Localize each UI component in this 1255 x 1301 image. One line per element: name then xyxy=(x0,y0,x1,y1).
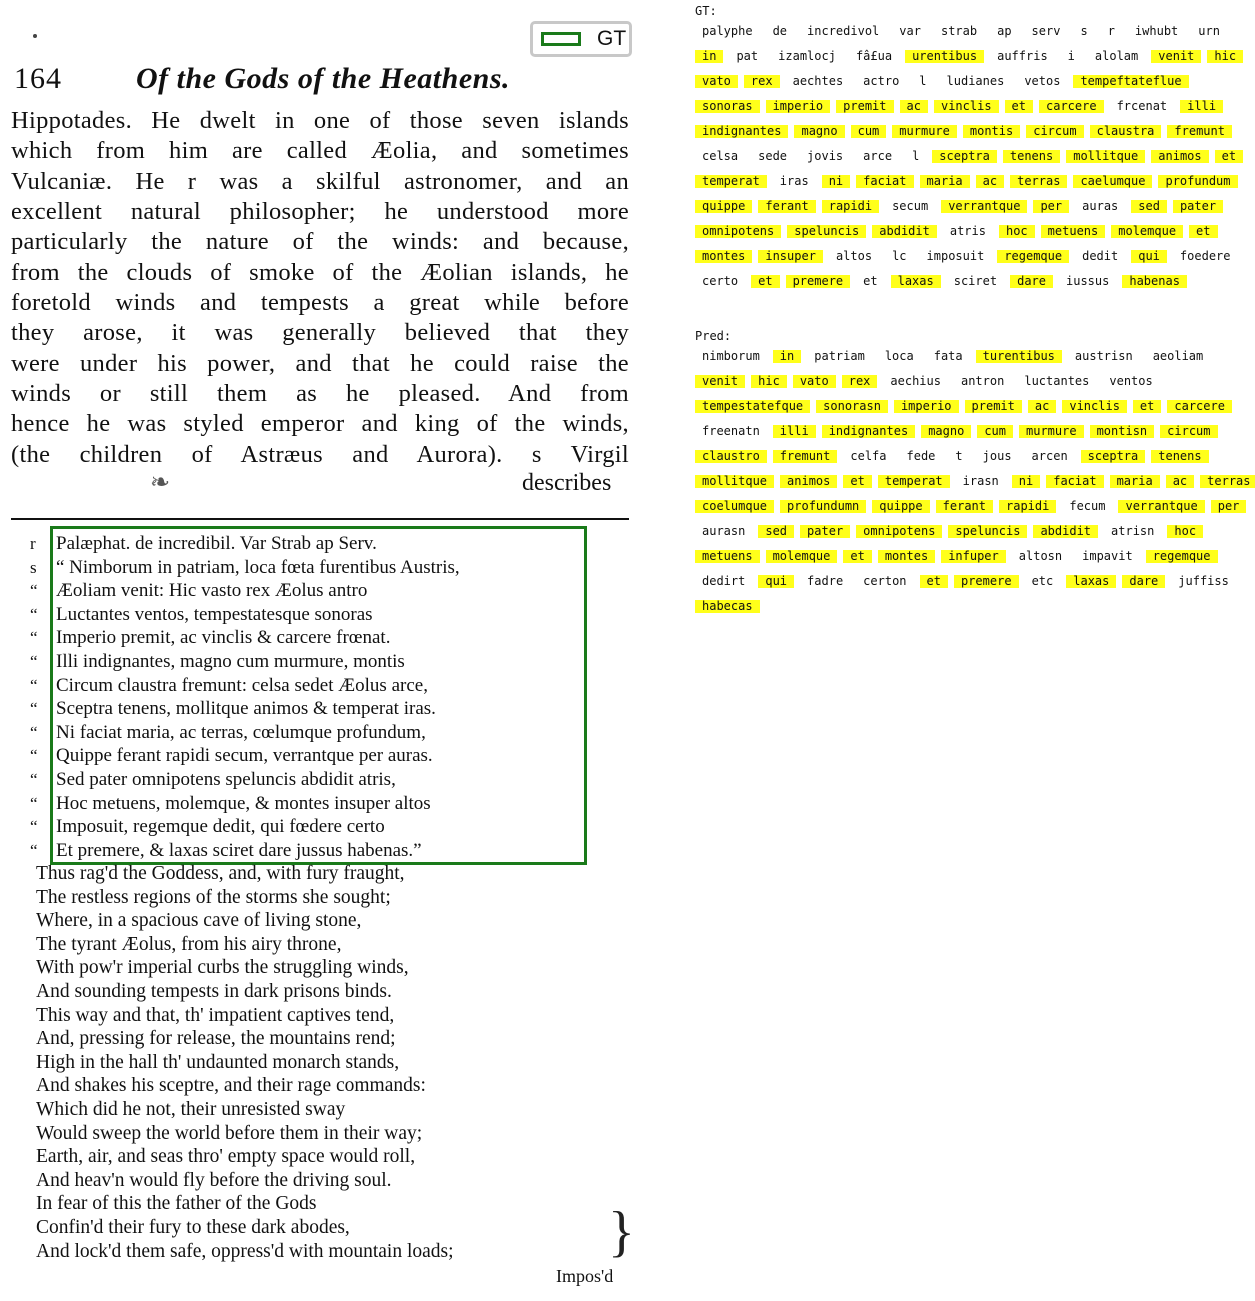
speck-mark xyxy=(33,34,37,38)
matched-token: habenas xyxy=(1122,275,1187,288)
matched-token: tenens xyxy=(1003,150,1060,163)
body-line: hence he was styled emperor and king of the winds, xyxy=(11,410,629,437)
body-line: Vulcaniæ. He r was a skilful astronomer, and an xyxy=(11,168,629,195)
matched-token: ferant xyxy=(936,500,993,513)
matched-token: et xyxy=(1215,150,1243,163)
matched-token: maria xyxy=(920,175,970,188)
matched-token: laxas xyxy=(891,275,941,288)
matched-token: molemque xyxy=(766,550,838,563)
matched-token: verrantque xyxy=(1118,500,1204,513)
footnote-mark: s xyxy=(30,557,37,577)
footnote-text: Sed pater omnipotens speluncis abdidit atris, xyxy=(56,769,396,790)
matched-token: fremunt xyxy=(773,450,838,463)
unmatched-token: i xyxy=(1067,49,1075,63)
legend xyxy=(530,21,632,57)
token-line xyxy=(695,99,1251,124)
footnote-text: Et premere, & laxas sciret dare jussus habenas.” xyxy=(56,839,422,861)
footnote-text: Imposuit, regemque dedit, qui fœdere certo xyxy=(56,816,385,838)
matched-token: claustra xyxy=(1090,125,1162,138)
matched-token: hoc xyxy=(1167,525,1203,538)
footnote-mark: “ xyxy=(30,722,38,742)
matched-token: imperio xyxy=(766,100,831,113)
unmatched-token: fadre xyxy=(807,574,844,588)
unmatched-token: jous xyxy=(982,449,1012,463)
token-line xyxy=(695,224,1251,249)
verse-line: This way and that, th' impatient captives tend, xyxy=(36,1004,395,1026)
token-line xyxy=(695,49,1251,74)
matched-token: ferant xyxy=(758,200,815,213)
token-line xyxy=(695,499,1251,524)
matched-token: dare xyxy=(1010,275,1053,288)
matched-token: pater xyxy=(800,525,850,538)
unmatched-token: atris xyxy=(949,224,986,238)
body-line: they arose, it was generally believed that they xyxy=(11,319,629,346)
token-line xyxy=(695,174,1251,199)
matched-token: et xyxy=(1133,400,1161,413)
verse-line: In fear of this the father of the Gods xyxy=(36,1193,317,1215)
matched-token: faciat xyxy=(1046,475,1103,488)
matched-token: venit xyxy=(695,375,745,388)
footnote-mark: “ xyxy=(30,699,38,719)
matched-token: montis xyxy=(963,125,1020,138)
matched-token: carcere xyxy=(1039,100,1104,113)
body-line: from the clouds of smoke of the Æolian islands, he xyxy=(11,259,629,286)
unmatched-token: ap xyxy=(997,24,1012,38)
unmatched-token: certo xyxy=(702,274,739,288)
unmatched-token: iras xyxy=(779,174,809,188)
matched-token: murmure xyxy=(1019,425,1084,438)
matched-token: regemque xyxy=(1146,550,1218,563)
matched-token: molemque xyxy=(1111,225,1183,238)
unmatched-token: fata xyxy=(933,349,963,363)
matched-token: temperat xyxy=(878,475,950,488)
brace-icon: } xyxy=(608,1201,635,1263)
token-line xyxy=(695,424,1251,449)
matched-token: terras xyxy=(1200,475,1255,488)
unmatched-token: auras xyxy=(1082,199,1119,213)
unmatched-token: dedirt xyxy=(702,574,746,588)
unmatched-token: patriam xyxy=(814,349,865,363)
verse-line: And shakes his sceptre, and their rage commands: xyxy=(36,1075,426,1097)
matched-token: tempestatefque xyxy=(695,400,810,413)
pred-token-list xyxy=(695,349,1251,624)
unmatched-token: frcenat xyxy=(1116,99,1168,113)
footnote-text: Luctantes ventos, tempestatesque sonoras xyxy=(56,603,373,625)
matched-token: coelumque xyxy=(695,500,774,513)
matched-token: insuper xyxy=(758,250,823,263)
matched-token: rex xyxy=(744,75,780,88)
matched-token: speluncis xyxy=(948,525,1027,538)
token-line xyxy=(695,549,1251,574)
unmatched-token: celfa xyxy=(850,449,887,463)
body-line: excellent natural philosopher; he understood more xyxy=(11,198,629,225)
matched-token: regemque xyxy=(997,250,1069,263)
matched-token: illi xyxy=(773,425,816,438)
unmatched-token: fecum xyxy=(1069,499,1106,513)
token-line xyxy=(695,399,1251,424)
matched-token: faciat xyxy=(856,175,913,188)
matched-token: indignantes xyxy=(695,125,788,138)
token-line xyxy=(695,449,1251,474)
footnote-text: Æoliam venit: Hic vasto rex Æolus antro xyxy=(56,580,368,602)
unmatched-token: auffris xyxy=(997,49,1048,63)
matched-token: et xyxy=(843,475,871,488)
token-line xyxy=(695,199,1251,224)
verse-line: Thus rag'd the Goddess, and, with fury fraught, xyxy=(36,863,405,884)
matched-token: premere xyxy=(954,575,1019,588)
matched-token: per xyxy=(1033,200,1069,213)
unmatched-token: irasn xyxy=(962,474,999,488)
footnote-mark: “ xyxy=(30,652,38,671)
unmatched-token: certon xyxy=(863,574,907,588)
matched-token: ac xyxy=(1166,475,1194,488)
token-line xyxy=(695,474,1251,499)
footnote-mark: “ xyxy=(30,581,38,601)
ornament-icon: ❧ xyxy=(150,470,171,496)
matched-token: hoc xyxy=(999,225,1035,238)
footnote-text: Ni faciat maria, ac terras, cœlumque profundum, xyxy=(56,721,426,743)
matched-token: et xyxy=(843,550,871,563)
pred-panel-title: Pred: xyxy=(695,329,732,343)
matched-token: sonoras xyxy=(695,100,760,113)
matched-token: omnipotens xyxy=(695,225,781,238)
matched-token: et xyxy=(920,575,948,588)
unmatched-token: austrisn xyxy=(1074,349,1133,363)
unmatched-token: alolam xyxy=(1094,49,1139,63)
verse-line: The restless regions of the storms she sought; xyxy=(36,886,391,908)
verse-line: Where, in a spacious cave of living stone, xyxy=(36,910,362,932)
token-line xyxy=(695,374,1251,399)
matched-token: habecas xyxy=(695,600,760,613)
matched-token: caelumque xyxy=(1073,175,1152,188)
verse-line: The tyrant Æolus, from his airy throne, xyxy=(36,933,342,955)
footnote-text: Hoc metuens, molemque, & montes insuper altos xyxy=(56,792,431,814)
token-line xyxy=(695,149,1251,174)
matched-token: metuens xyxy=(695,550,760,563)
unmatched-token: lc xyxy=(892,249,907,263)
body-line: particularly the nature of the winds: and because, xyxy=(11,228,629,255)
footnote-text: Quippe ferant rapidi secum, verrantque per auras. xyxy=(56,745,433,767)
gt-bounding-box xyxy=(50,526,587,865)
matched-token: sceptra xyxy=(932,150,997,163)
matched-token: verrantque xyxy=(941,200,1027,213)
unmatched-token: arcen xyxy=(1031,449,1068,463)
verse-line: And lock'd them safe, oppress'd with mountain loads; xyxy=(36,1240,454,1262)
unmatched-token: urn xyxy=(1198,24,1220,38)
footnote-mark: “ xyxy=(30,770,38,789)
unmatched-token: etc xyxy=(1031,574,1054,588)
token-line xyxy=(695,74,1251,99)
matched-token: tempeftateflue xyxy=(1073,75,1188,88)
unmatched-token: strab xyxy=(940,24,978,38)
unmatched-token: ludianes xyxy=(946,74,1005,88)
matched-token: ac xyxy=(900,100,928,113)
unmatched-token: r xyxy=(1107,24,1115,38)
matched-token: sed xyxy=(758,525,794,538)
body-line: (the children of Astræus and Aurora). s Virgil xyxy=(11,441,629,468)
unmatched-token: l xyxy=(919,74,927,88)
unmatched-token: nimborum xyxy=(702,349,760,363)
unmatched-token: fede xyxy=(906,449,936,463)
matched-token: magno xyxy=(794,125,844,138)
unmatched-token: impavit xyxy=(1082,549,1133,563)
unmatched-token: aechtes xyxy=(792,74,844,88)
body-line: winds or still them as he pleased. And from xyxy=(11,380,629,407)
matched-token: premere xyxy=(786,275,851,288)
body-line: which from him are called Æolia, and sometimes xyxy=(11,137,629,164)
matched-token: illi xyxy=(1180,100,1223,113)
matched-token: quippe xyxy=(695,200,752,213)
matched-token: in xyxy=(773,350,801,363)
unmatched-token: sciret xyxy=(953,274,998,288)
unmatched-token: izamlocj xyxy=(778,49,836,63)
matched-token: venit xyxy=(1151,50,1201,63)
footnote-text: Circum claustra fremunt: celsa sedet Æolus arce, xyxy=(56,674,428,696)
matched-token: montes xyxy=(878,550,935,563)
verse-line: Which did he not, their unresisted sway xyxy=(36,1099,346,1120)
unmatched-token: l xyxy=(912,149,920,163)
token-line xyxy=(695,24,1251,49)
token-line xyxy=(695,124,1251,149)
matched-token: maria xyxy=(1110,475,1160,488)
matched-token: speluncis xyxy=(787,225,866,238)
unmatched-token: atrisn xyxy=(1111,524,1155,538)
footnote-mark: “ xyxy=(30,604,38,624)
footnote-text: Imperio premit, ac vinclis & carcere frœnat. xyxy=(56,627,391,649)
matched-token: profundum xyxy=(1158,175,1237,188)
unmatched-token: dedit xyxy=(1082,249,1119,263)
footnote-text: Illi indignantes, magno cum murmure, montis xyxy=(56,651,405,672)
unmatched-token: loca xyxy=(884,349,914,363)
matched-token: abdidit xyxy=(1033,525,1098,538)
unmatched-token: luctantes xyxy=(1024,374,1090,388)
unmatched-token: iwhubt xyxy=(1134,24,1179,38)
unmatched-token: incredivol xyxy=(807,24,880,38)
matched-token: turentibus xyxy=(976,350,1062,363)
unmatched-token: sede xyxy=(758,149,788,163)
unmatched-token: celsa xyxy=(702,149,739,163)
footnote-mark: “ xyxy=(30,840,38,860)
matched-token: quippe xyxy=(872,500,929,513)
matched-token: terras xyxy=(1010,175,1067,188)
matched-token: imperio xyxy=(894,400,959,413)
token-line xyxy=(695,574,1251,599)
verse-line: Earth, air, and seas thro' empty space would roll, xyxy=(36,1146,416,1168)
gt-box-swatch xyxy=(541,32,581,46)
pred-panel xyxy=(695,329,1251,624)
matched-token: ac xyxy=(1028,400,1056,413)
matched-token: rapidi xyxy=(999,500,1056,513)
token-line xyxy=(695,349,1251,374)
matched-token: sed xyxy=(1131,200,1167,213)
verse-line: Confin'd their fury to these dark abodes, xyxy=(36,1217,350,1238)
footnote-mark: “ xyxy=(30,628,38,648)
catchword: describes xyxy=(522,470,612,496)
matched-token: fremunt xyxy=(1167,125,1232,138)
body-line: Hippotades. He dwelt in one of those seven islands xyxy=(11,107,629,134)
matched-token: vinclis xyxy=(934,100,999,113)
matched-token: carcere xyxy=(1167,400,1232,413)
matched-token: vato xyxy=(793,375,836,388)
token-line xyxy=(695,274,1251,299)
footnote-mark: “ xyxy=(30,817,38,837)
matched-token: pater xyxy=(1173,200,1223,213)
matched-token: animos xyxy=(1151,150,1208,163)
gt-panel xyxy=(695,4,1251,299)
unmatched-token: freenatn xyxy=(702,424,760,438)
verse-line: And sounding tempests in dark prisons binds. xyxy=(36,981,392,1002)
unmatched-token: de xyxy=(772,24,788,38)
unmatched-token: et xyxy=(863,274,878,288)
token-line xyxy=(695,249,1251,274)
gt-panel-title: GT: xyxy=(695,4,717,18)
legend-label: GT xyxy=(597,27,627,50)
matched-token: circum xyxy=(1026,125,1083,138)
gt-token-list xyxy=(695,24,1251,299)
footnote-mark: “ xyxy=(30,675,38,695)
matched-token: in xyxy=(695,50,723,63)
matched-token: cum xyxy=(851,125,887,138)
matched-token: hic xyxy=(1207,50,1243,63)
matched-token: cum xyxy=(977,425,1013,438)
unmatched-token: foedere xyxy=(1179,249,1231,263)
matched-token: et xyxy=(1005,100,1033,113)
matched-token: et xyxy=(1189,225,1217,238)
matched-token: magno xyxy=(921,425,971,438)
footnote-rule xyxy=(11,518,629,520)
matched-token: circum xyxy=(1160,425,1217,438)
matched-token: ni xyxy=(822,175,850,188)
verse-line: High in the hall th' undaunted monarch stands, xyxy=(36,1051,400,1073)
matched-token: hic xyxy=(751,375,787,388)
unmatched-token: aeoliam xyxy=(1152,349,1204,363)
matched-token: omnipotens xyxy=(856,525,942,538)
matched-token: premit xyxy=(965,400,1022,413)
matched-token: indignantes xyxy=(822,425,915,438)
matched-token: premit xyxy=(836,100,893,113)
unmatched-token: fâ£ua xyxy=(855,49,893,63)
unmatched-token: aurasn xyxy=(702,524,746,538)
unmatched-token: t xyxy=(955,449,963,463)
matched-token: rex xyxy=(842,375,878,388)
matched-token: laxas xyxy=(1066,575,1116,588)
matched-token: animos xyxy=(780,475,837,488)
matched-token: vinclis xyxy=(1062,400,1127,413)
unmatched-token: aechius xyxy=(890,374,941,388)
matched-token: sceptra xyxy=(1081,450,1146,463)
running-title: Of the Gods of the Heathens. xyxy=(136,62,510,95)
matched-token: rapidi xyxy=(822,200,879,213)
matched-token: ac xyxy=(976,175,1004,188)
verse-line: Would sweep the world before them in their way; xyxy=(36,1122,423,1144)
matched-token: et xyxy=(751,275,779,288)
unmatched-token: vetos xyxy=(1024,74,1061,88)
matched-token: dare xyxy=(1122,575,1165,588)
verse-line: And heav'n would fly before the driving soul. xyxy=(36,1169,392,1191)
matched-token: urentibus xyxy=(905,50,984,63)
matched-token: temperat xyxy=(695,175,767,188)
matched-token: per xyxy=(1211,500,1247,513)
matched-token: qui xyxy=(1131,250,1167,263)
unmatched-token: palyphe xyxy=(702,24,753,38)
page-header xyxy=(14,62,634,102)
matched-token: claustro xyxy=(695,450,767,463)
matched-token: profundumn xyxy=(780,500,866,513)
footnote-text: Sceptra tenens, mollitque animos & temperat iras. xyxy=(56,698,436,720)
matched-token: qui xyxy=(758,575,794,588)
matched-token: metuens xyxy=(1041,225,1106,238)
matched-token: vato xyxy=(695,75,738,88)
unmatched-token: serv xyxy=(1031,24,1061,38)
matched-token: sonorasn xyxy=(816,400,888,413)
page-number: 164 xyxy=(14,62,62,95)
unmatched-token: imposuit xyxy=(926,249,985,263)
unmatched-token: iussus xyxy=(1066,274,1110,288)
matched-token: tenens xyxy=(1151,450,1208,463)
matched-token: mollitque xyxy=(695,475,774,488)
final-catchword: Impos'd xyxy=(556,1266,614,1286)
footnote-text: Palæphat. de incredibil. Var Strab ap Serv. xyxy=(56,533,377,554)
matched-token: ni xyxy=(1012,475,1040,488)
body-line: foretold winds and tempests a great while before xyxy=(11,289,629,316)
unmatched-token: altosn xyxy=(1018,549,1063,563)
token-line xyxy=(695,524,1251,549)
unmatched-token: var xyxy=(899,24,921,38)
matched-token: mollitque xyxy=(1066,150,1145,163)
unmatched-token: secum xyxy=(892,199,929,213)
unmatched-token: altos xyxy=(835,249,873,263)
footnote-mark: “ xyxy=(30,746,38,766)
matched-token: murmure xyxy=(892,125,957,138)
verse-line: With pow'r imperial curbs the struggling winds, xyxy=(36,957,409,979)
body-line: were under his power, and that he could raise the xyxy=(11,350,629,377)
matched-token: abdidit xyxy=(872,225,937,238)
unmatched-token: arce xyxy=(863,149,893,163)
matched-token: montisn xyxy=(1090,425,1155,438)
unmatched-token: jovis xyxy=(807,149,844,163)
token-line xyxy=(695,599,1251,624)
unmatched-token: s xyxy=(1080,24,1088,38)
matched-token: montes xyxy=(695,250,752,263)
unmatched-token: ventos xyxy=(1109,374,1153,388)
footnote-mark: r xyxy=(30,534,36,553)
unmatched-token: actro xyxy=(863,74,900,88)
unmatched-token: juffiss xyxy=(1178,574,1229,588)
matched-token: infuper xyxy=(941,550,1006,563)
footnote-mark: “ xyxy=(30,793,38,813)
verse-line: And, pressing for release, the mountains rend; xyxy=(36,1028,396,1050)
unmatched-token: antron xyxy=(960,374,1005,388)
footnote-text: “ Nimborum in patriam, loca fœta furentibus Austris, xyxy=(56,556,460,578)
unmatched-token: pat xyxy=(736,49,759,63)
